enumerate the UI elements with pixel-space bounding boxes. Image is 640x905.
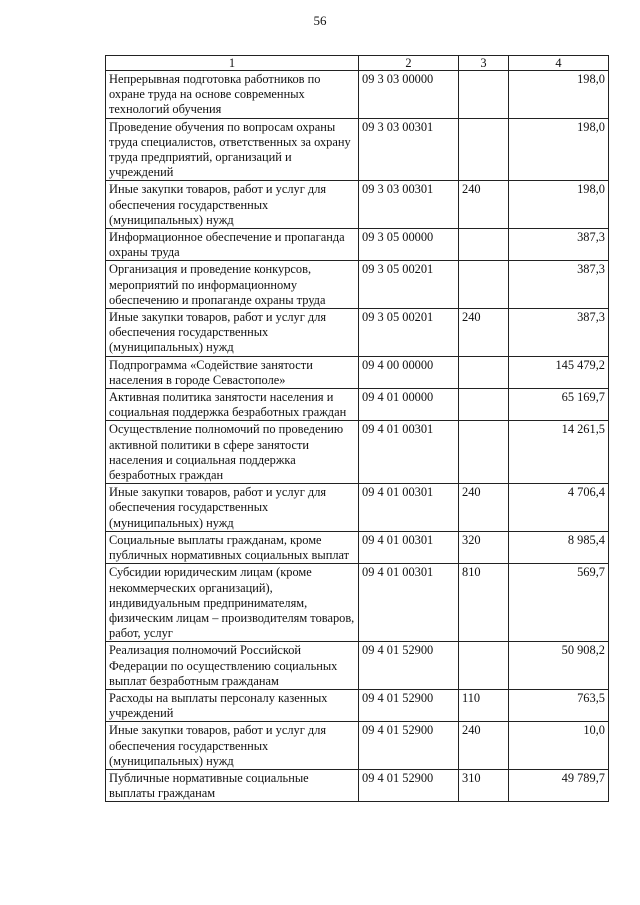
row-code: 09 4 00 00000 (359, 356, 459, 388)
table-row (106, 564, 609, 642)
table-row (106, 181, 609, 229)
row-amount: 65 169,7 (509, 389, 609, 421)
row-code: 09 4 01 00301 (359, 421, 459, 484)
page-number: 56 (313, 13, 327, 28)
header-col-3: 3 (459, 56, 509, 71)
row-amount: 569,7 (509, 564, 609, 642)
row-amount: 198,0 (509, 71, 609, 119)
row-name: Реализация полномочий Российской Федерации по осуществлению социальных выплат безработным гражданам (106, 642, 359, 690)
table-row (106, 421, 609, 484)
row-code: 09 4 01 52900 (359, 642, 459, 690)
row-expense-type (459, 229, 509, 261)
row-amount: 8 985,4 (509, 531, 609, 563)
row-expense-type (459, 642, 509, 690)
row-amount: 387,3 (509, 229, 609, 261)
row-amount: 763,5 (509, 689, 609, 721)
table-row (106, 389, 609, 421)
row-name: Непрерывная подготовка работников по охране труда на основе современных технологий обучения (106, 71, 359, 119)
row-expense-type: 240 (459, 309, 509, 357)
header-col-4: 4 (509, 56, 609, 71)
row-amount: 10,0 (509, 722, 609, 770)
table-row (106, 261, 609, 309)
row-name: Публичные нормативные социальные выплаты гражданам (106, 769, 359, 801)
table-row (106, 769, 609, 801)
table-row (106, 484, 609, 532)
row-code: 09 3 05 00201 (359, 309, 459, 357)
row-name: Социальные выплаты гражданам, кроме публичных нормативных социальных выплат (106, 531, 359, 563)
header-col-2: 2 (359, 56, 459, 71)
row-code: 09 3 03 00301 (359, 181, 459, 229)
header-col-1: 1 (106, 56, 359, 71)
row-name: Организация и проведение конкурсов, мероприятий по информационному обеспечению и пропаганде охраны труда (106, 261, 359, 309)
row-expense-type: 240 (459, 484, 509, 532)
row-amount: 49 789,7 (509, 769, 609, 801)
row-amount: 50 908,2 (509, 642, 609, 690)
table-row (106, 229, 609, 261)
row-code: 09 4 01 00000 (359, 389, 459, 421)
row-name: Расходы на выплаты персоналу казенных учреждений (106, 689, 359, 721)
row-code: 09 4 01 00301 (359, 531, 459, 563)
row-amount: 387,3 (509, 309, 609, 357)
table-row (106, 71, 609, 119)
row-amount: 198,0 (509, 118, 609, 181)
row-code: 09 3 05 00000 (359, 229, 459, 261)
row-expense-type: 810 (459, 564, 509, 642)
header-row (106, 56, 609, 71)
row-code: 09 4 01 00301 (359, 564, 459, 642)
row-name: Подпрограмма «Содействие занятости населения в городе Севастополе» (106, 356, 359, 388)
row-expense-type: 320 (459, 531, 509, 563)
row-expense-type: 240 (459, 722, 509, 770)
row-code: 09 4 01 00301 (359, 484, 459, 532)
row-name: Иные закупки товаров, работ и услуг для обеспечения государственных (муниципальных) нужд (106, 181, 359, 229)
row-name: Иные закупки товаров, работ и услуг для обеспечения государственных (муниципальных) нужд (106, 722, 359, 770)
row-code: 09 3 03 00301 (359, 118, 459, 181)
row-expense-type: 310 (459, 769, 509, 801)
row-expense-type (459, 71, 509, 119)
budget-table (105, 55, 609, 802)
table-header (106, 56, 609, 71)
row-name: Информационное обеспечение и пропаганда охраны труда (106, 229, 359, 261)
table-row (106, 118, 609, 181)
row-code: 09 4 01 52900 (359, 769, 459, 801)
table-row (106, 722, 609, 770)
table-row (106, 531, 609, 563)
row-name: Иные закупки товаров, работ и услуг для обеспечения государственных (муниципальных) нужд (106, 484, 359, 532)
row-expense-type: 240 (459, 181, 509, 229)
table-row (106, 356, 609, 388)
row-amount: 4 706,4 (509, 484, 609, 532)
row-name: Субсидии юридическим лицам (кроме некоммерческих организаций), индивидуальным предпринимателям, физическим лицам – производителям товаров, работ, услуг (106, 564, 359, 642)
row-code: 09 3 05 00201 (359, 261, 459, 309)
table-body (106, 71, 609, 802)
row-code: 09 4 01 52900 (359, 689, 459, 721)
table-row (106, 309, 609, 357)
row-name: Иные закупки товаров, работ и услуг для обеспечения государственных (муниципальных) нужд (106, 309, 359, 357)
row-expense-type (459, 118, 509, 181)
row-code: 09 3 03 00000 (359, 71, 459, 119)
row-expense-type (459, 356, 509, 388)
row-amount: 14 261,5 (509, 421, 609, 484)
row-name: Активная политика занятости населения и социальная поддержка безработных граждан (106, 389, 359, 421)
row-expense-type (459, 421, 509, 484)
row-expense-type: 110 (459, 689, 509, 721)
row-code: 09 4 01 52900 (359, 722, 459, 770)
row-expense-type (459, 261, 509, 309)
row-amount: 145 479,2 (509, 356, 609, 388)
table-row (106, 642, 609, 690)
row-amount: 387,3 (509, 261, 609, 309)
row-name: Осуществление полномочий по проведению активной политики в сфере занятости населения и социальная поддержка безработных граждан (106, 421, 359, 484)
row-expense-type (459, 389, 509, 421)
row-amount: 198,0 (509, 181, 609, 229)
row-name: Проведение обучения по вопросам охраны труда специалистов, ответственных за охрану труда предприятий, организаций и учреждений (106, 118, 359, 181)
table-row (106, 689, 609, 721)
